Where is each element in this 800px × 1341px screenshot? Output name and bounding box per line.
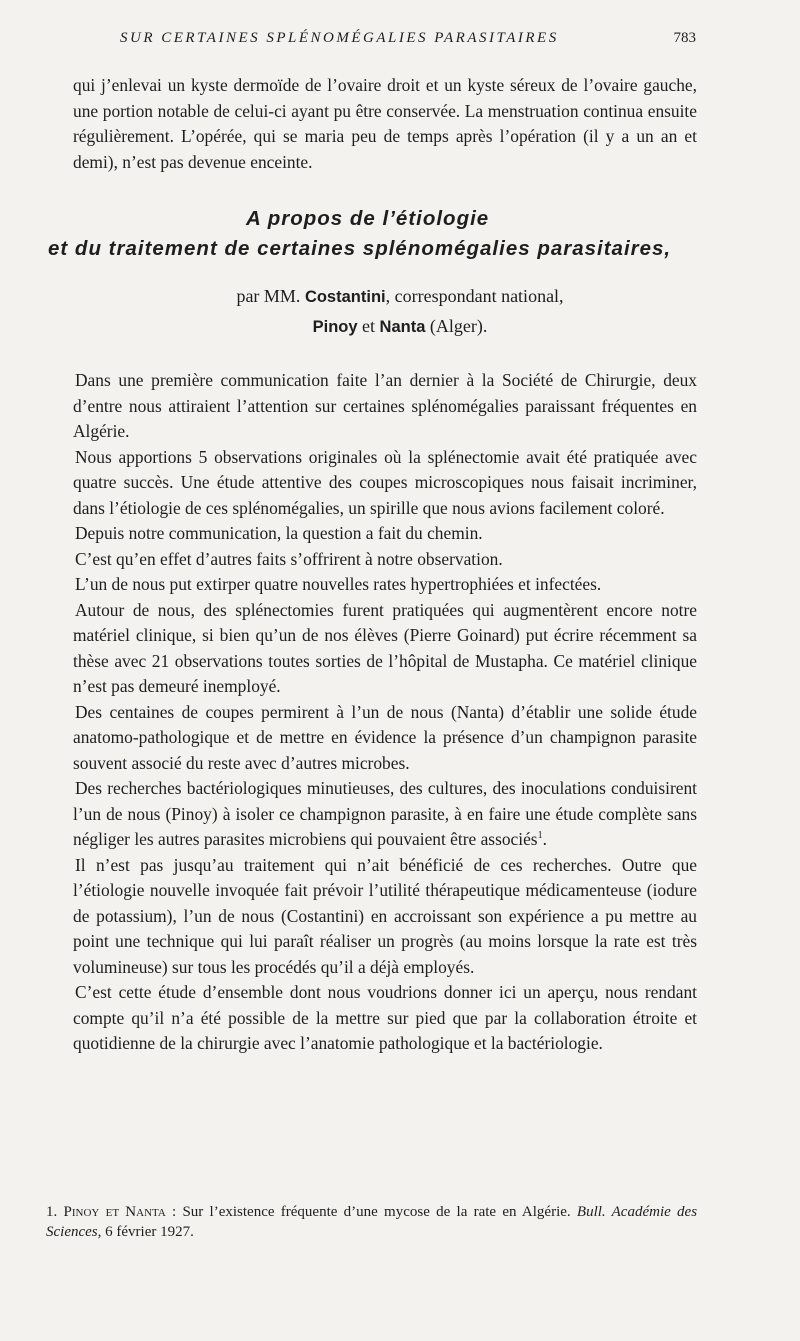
body-paragraph-with-note bbox=[73, 776, 697, 853]
body-paragraph-text: Des recherches bactériologiques minutieuses, des cultures, des inoculations conduisirent l’un de nous (Pinoy) à isoler ce champignon parasite, à en faire une étude complète sans négliger les autres parasites microbiens qui pouvaient être associés bbox=[73, 778, 697, 849]
intro-paragraph: qui j’enlevai un kyste dermoïde de l’ovaire droit et un kyste séreux de l’ovaire gauche, une portion notable de celui-ci ayant pu être conservée. La menstruation continua ensuite régulièrement. L’opérée, qui se maria peu de temps après l’opération (il y a un an et demi), n’est pas devenue enceinte. bbox=[73, 75, 697, 172]
body-paragraph: Il n’est pas jusqu’au traitement qui n’ait bénéficié de ces recherches. Outre que l’étiologie nouvelle invoquée fait prévoir l’utilité thérapeutique médicamenteuse (iodure de potassium), l’un de nous (Costantini) en accroissant son expérience a pu mettre au point une technique qui lui paraît réaliser un progrès (au moins lorsque la rate est très volumineuse) sur tous les procédés qu’il a déjà employés. bbox=[73, 854, 697, 977]
footnote-journal: Bull. Académie des Sciences, bbox=[46, 1204, 698, 1240]
author-role: , correspondant national, bbox=[385, 286, 564, 306]
byline-line-2 bbox=[0, 312, 800, 342]
running-header bbox=[0, 30, 800, 52]
author-costantini: Costantini bbox=[304, 288, 386, 306]
body-paragraph: Des centaines de coupes permirent à l’un de nous (Nanta) d’établir une solide étude anatomo-pathologique et de mettre en évidence la présence d’un champignon parasite souvent associé du reste avec d’autres microbes. bbox=[73, 701, 697, 773]
footnote-text: : Sur l’existence fréquente d’une mycose de la rate en Algérie. bbox=[165, 1204, 571, 1220]
body-paragraph: Dans une première communication faite l’an dernier à la Société de Chirurgie, deux d’entre nous attiraient l’attention sur certaines splénomégalies paraissant fréquentes en Algérie. bbox=[73, 370, 697, 441]
page-number: 783 bbox=[673, 30, 696, 46]
body-paragraph: Nous apportions 5 observations originales où la splénectomie avait été pratiquée avec quatre succès. Une étude attentive des coupes microscopiques nous faisait incriminer, dans l’étiologie de ces splénomégalies, un spirille que nous avions facilement coloré. bbox=[73, 446, 697, 518]
footnote-reference[interactable]: 1 bbox=[537, 830, 543, 842]
body-paragraph: Autour de nous, des splénectomies furent pratiquées qui augmentèrent encore notre matériel clinique, si bien qu’un de nos élèves (Pierre Goinard) put écrire récemment sa thèse avec 21 observations toutes sorties de l’hôpital de Mustapha. Ce matériel clinique n’est pas demeuré inemployé. bbox=[73, 599, 697, 696]
intro-text bbox=[73, 73, 697, 175]
author-pinoy: Pinoy bbox=[312, 318, 358, 336]
article-body bbox=[73, 368, 697, 1057]
byline bbox=[0, 282, 800, 342]
article-title bbox=[0, 204, 800, 264]
byline-prefix: par MM. bbox=[236, 286, 301, 306]
body-paragraph: L’un de nous put extirper quatre nouvelles rates hypertrophiées et infectées. bbox=[75, 574, 602, 594]
footnote-number: 1. bbox=[46, 1204, 58, 1220]
body-paragraph: C’est qu’en effet d’autres faits s’offrirent à notre observation. bbox=[75, 548, 503, 569]
footnote bbox=[46, 1202, 697, 1242]
running-title: SUR CERTAINES SPLÉNOMÉGALIES PARASITAIRES bbox=[120, 30, 559, 46]
title-line-2: et du traitement de certaines splénomégalies parasitaires, bbox=[48, 237, 672, 260]
body-paragraph: C’est cette étude d’ensemble dont nous voudrions donner ici un aperçu, nous rendant compte qu’il n’a été possible de la mettre sur pied que par la collaboration étroite et quotidienne de la chirurgie avec l’anatomie pathologique et la bactériologie. bbox=[73, 982, 697, 1053]
byline-location: (Alger). bbox=[429, 316, 488, 336]
title-line-1: A propos de l’étiologie bbox=[246, 207, 490, 230]
footnote-date: 6 février 1927. bbox=[101, 1224, 194, 1240]
author-nanta: Nanta bbox=[379, 318, 426, 336]
body-paragraph: Depuis notre communication, la question a fait du chemin. bbox=[75, 523, 483, 543]
byline-line-1 bbox=[0, 282, 800, 312]
byline-conjunction: et bbox=[362, 316, 376, 336]
paragraph-end: . bbox=[542, 829, 547, 849]
footnote-authors: Pinoy et Nanta bbox=[63, 1204, 166, 1220]
